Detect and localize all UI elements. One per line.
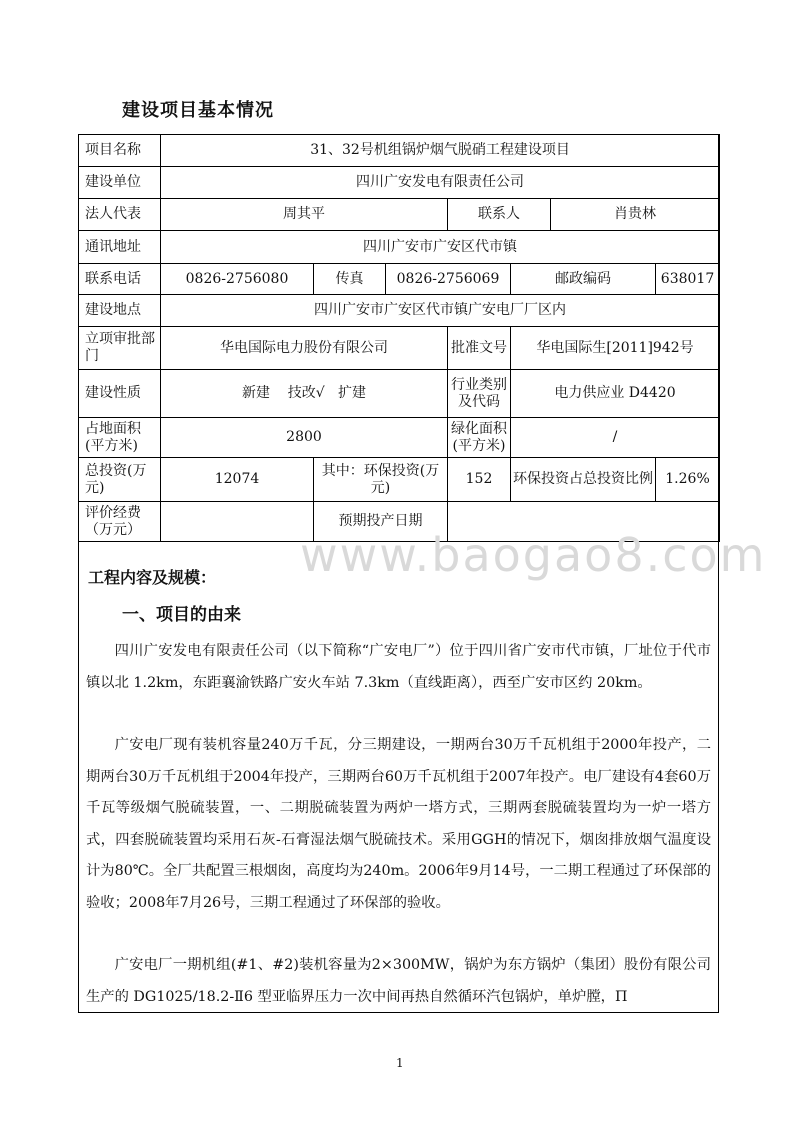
page-frame bbox=[78, 134, 719, 1013]
site-label: 建设地点 bbox=[79, 295, 161, 327]
paragraph: 四川广安发电有限责任公司（以下简称“广安电厂”）位于四川省广安市代市镇，厂址位于代市镇以北 1.2km，东距襄渝铁路广安火车站 7.3km（直线距离），西至广安市区约 20km。 bbox=[86, 643, 711, 691]
env-invest-value: 152 bbox=[448, 458, 511, 502]
industry-value: 电力供应业 D4420 bbox=[511, 370, 720, 418]
site-value: 四川广安市广安区代市镇广安电厂厂区内 bbox=[161, 295, 720, 327]
legal-rep-label: 法人代表 bbox=[79, 199, 161, 231]
address-label: 通讯地址 bbox=[79, 231, 161, 264]
postcode-value: 638017 bbox=[656, 264, 720, 295]
approval-dept-label: 立项审批部门 bbox=[79, 327, 161, 370]
project-name-label: 项目名称 bbox=[79, 135, 161, 167]
env-ratio-label: 环保投资占总投资比例 bbox=[511, 458, 656, 502]
eval-fee-label: 评价经费（万元） bbox=[79, 502, 161, 542]
nature-value: 新建 技改√ 扩建 bbox=[161, 370, 448, 418]
scope-heading: 工程内容及规模： bbox=[88, 568, 217, 587]
project-name-value: 31、32号机组锅炉烟气脱硝工程建设项目 bbox=[161, 135, 720, 167]
contact-label: 联系人 bbox=[448, 199, 551, 231]
green-value: / bbox=[511, 418, 720, 458]
investment-value: 12074 bbox=[161, 458, 314, 502]
watermark: www.baogao8.com bbox=[300, 528, 767, 582]
postcode-label: 邮政编码 bbox=[511, 264, 656, 295]
investment-label: 总投资(万元) bbox=[79, 458, 161, 502]
industry-label: 行业类别及代码 bbox=[448, 370, 511, 418]
env-ratio-value: 1.26% bbox=[656, 458, 720, 502]
nature-label: 建设性质 bbox=[79, 370, 161, 418]
paragraph: 广安电厂现有装机容量240万千瓦，分三期建设，一期两台30万千瓦机组于2000年投产，二期两台30万千瓦机组于2004年投产，三期两台60万千瓦机组于2007年投产。电厂建设有4套60万千瓦等级烟气脱硫装置，一、二期脱硫装置为两炉一塔方式，三期两套脱硫装置均为一炉一塔方式，四套脱硫装置均采用石灰-石膏湿法烟气脱硫技术。采用GGH的情况下，烟囱排放烟气温度设计为80℃。全厂共配置三根烟囱，高度均为240m。2006年9月14号，一二期工程通过了环保部的验收；2008年7月26号，三期工程通过了环保部的验收。 bbox=[86, 737, 711, 911]
fax-value: 0826-2756069 bbox=[386, 264, 511, 295]
builder-value: 四川广安发电有限责任公司 bbox=[161, 167, 720, 199]
section-title: 建设项目基本情况 bbox=[122, 100, 274, 121]
green-label: 绿化面积(平方米) bbox=[448, 418, 511, 458]
approval-no-label: 批准文号 bbox=[448, 327, 511, 370]
contact-value: 肖贵林 bbox=[551, 199, 720, 231]
area-label: 占地面积(平方米) bbox=[79, 418, 161, 458]
env-invest-label: 其中：环保投资(万元) bbox=[314, 458, 448, 502]
fax-label: 传真 bbox=[314, 264, 386, 295]
phone-value: 0826-2756080 bbox=[161, 264, 314, 295]
start-date-label: 预期投产日期 bbox=[314, 502, 448, 542]
page-number: 1 bbox=[396, 1056, 404, 1070]
legal-rep-value: 周其平 bbox=[161, 199, 448, 231]
phone-label: 联系电话 bbox=[79, 264, 161, 295]
approval-dept-value: 华电国际电力股份有限公司 bbox=[161, 327, 448, 370]
approval-no-value: 华电国际生[2011]942号 bbox=[511, 327, 720, 370]
builder-label: 建设单位 bbox=[79, 167, 161, 199]
sub-heading: 一、项目的由来 bbox=[122, 605, 241, 625]
area-value: 2800 bbox=[161, 418, 448, 458]
address-value: 四川广安市广安区代市镇 bbox=[161, 231, 720, 264]
paragraph: 广安电厂一期机组(#1、#2)装机容量为2×300MW，锅炉为东方锅炉（集团）股份有限公司生产的 DG1025/18.2-Ⅱ6 型亚临界压力一次中间再热自然循环汽包锅炉，单炉膛，Π bbox=[86, 957, 711, 1005]
